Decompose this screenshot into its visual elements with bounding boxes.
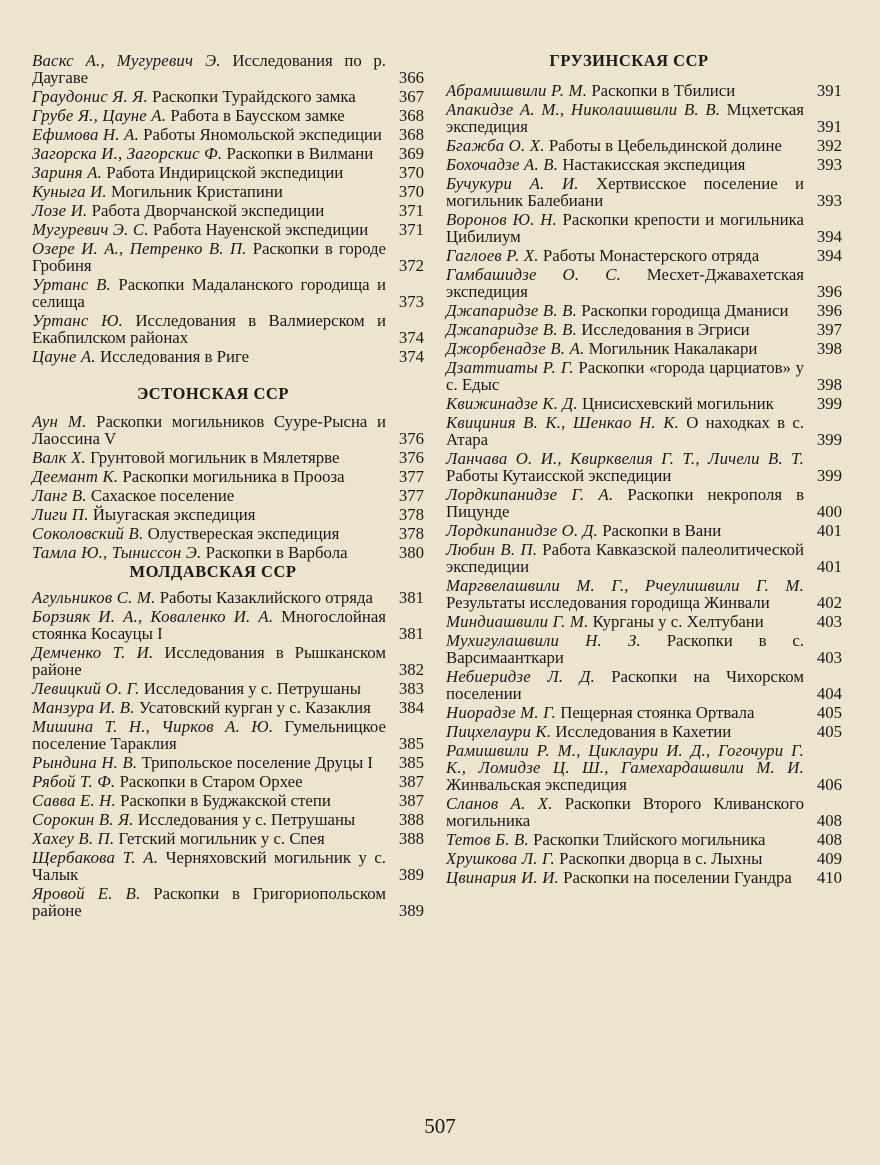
entry-page-number: 376: [398, 429, 424, 448]
entry-title: Результаты исследования городища Жинвали: [446, 593, 770, 612]
entry-page-number: 401: [816, 557, 842, 576]
entry-author: Соколовский В.: [32, 524, 144, 543]
entry-page-number: 373: [398, 292, 424, 311]
entry-page-number: 381: [398, 624, 424, 643]
index-entry: [32, 449, 424, 466]
index-entry: [32, 88, 424, 105]
entry-page-number: 393: [816, 155, 842, 174]
entry-title: Работа в Баусском замке: [170, 106, 345, 125]
entry-title: Усатовский курган у с. Казаклия: [138, 698, 371, 717]
entry-title: Работа Дворчанской экспедиции: [91, 201, 325, 220]
entry-title: Могильник Накалакари: [588, 339, 758, 358]
entry-title: Сахаское поселение: [90, 486, 235, 505]
entry-author: Уртанс В.: [32, 275, 111, 294]
entry-title: Работы в Цебельдинской долине: [548, 136, 782, 155]
entry-page-number: 383: [398, 679, 424, 698]
entry-title: Раскопки в Вилмани: [226, 144, 374, 163]
entry-page-number: 399: [816, 394, 842, 413]
index-entry: [32, 544, 424, 561]
entry-author: Ефимова Н. А.: [32, 125, 139, 144]
entry-title: Раскопки в с. Варсимаанткари: [446, 631, 804, 667]
entry-title: Настакисская экспедиция: [562, 155, 746, 174]
entry-title: О находках в с. Атара: [446, 413, 804, 449]
entry-author: Лиги П.: [32, 505, 89, 524]
index-entry: [446, 704, 842, 721]
index-entry: [446, 613, 842, 630]
entry-author: Хрушкова Л. Г.: [446, 849, 555, 868]
entry-title: Работа Индирицской экспедиции: [106, 163, 344, 182]
right-column: [446, 52, 842, 886]
entry-author: Демченко Т. И.: [32, 643, 154, 662]
entry-page-number: 403: [816, 648, 842, 667]
entry-title: Исследования в Эгриси: [581, 320, 750, 339]
entry-author: Загорска И., Загорскис Ф.: [32, 144, 223, 163]
entry-title: Работа Науенской экспедиции: [152, 220, 369, 239]
entry-title: Цнисисхевский могильник: [582, 394, 774, 413]
entry-author: Джапаридзе В. В.: [446, 301, 577, 320]
entry-page-number: 377: [398, 486, 424, 505]
index-entry: [32, 792, 424, 809]
entry-page-number: 368: [398, 125, 424, 144]
entry-author: Ланчава О. И., Квирквелия Г. Т., Личели В. Т.: [446, 449, 804, 468]
entry-author: Абрамишвили Р. М.: [446, 81, 588, 100]
index-entry: [32, 107, 424, 124]
index-entry: [446, 266, 842, 300]
entry-page-number: 389: [398, 901, 424, 920]
entry-title: Пещерная стоянка Ортвала: [560, 703, 755, 722]
index-entry: [446, 450, 842, 484]
entry-page-number: 391: [816, 117, 842, 136]
index-entry: [32, 644, 424, 678]
entry-author: Мугуревич Э. С.: [32, 220, 149, 239]
entry-title: Работы Яномольской экспедиции: [143, 125, 382, 144]
entry-author: Лозе И.: [32, 201, 88, 220]
entry-title: Исследования в Рышканском районе: [32, 643, 386, 679]
entry-page-number: 409: [816, 849, 842, 868]
index-entry: [446, 486, 842, 520]
entry-page-number: 393: [816, 191, 842, 210]
entry-author: Деемант К.: [32, 467, 119, 486]
entry-page-number: 370: [398, 182, 424, 201]
index-entry: [32, 240, 424, 274]
entry-title: Раскопки в городе Гробиня: [32, 239, 386, 275]
entry-author: Цвинария И. И.: [446, 868, 559, 887]
index-entry: [32, 885, 424, 919]
entry-author: Рындина Н. В.: [32, 753, 138, 772]
index-entry: [446, 395, 842, 412]
index-entry: [32, 811, 424, 828]
entry-page-number: 385: [398, 753, 424, 772]
entry-author: Валк Х.: [32, 448, 86, 467]
index-entry: [446, 137, 842, 154]
entry-author: Джорбенадзе В. А.: [446, 339, 585, 358]
entry-page-number: 408: [816, 830, 842, 849]
index-entry: [32, 589, 424, 606]
index-entry: [446, 211, 842, 245]
entry-author: Куныга И.: [32, 182, 107, 201]
entry-page-number: 384: [398, 698, 424, 717]
index-entry: [446, 522, 842, 539]
index-entry: [446, 632, 842, 666]
entry-page-number: 405: [816, 722, 842, 741]
entry-page-number: 392: [816, 136, 842, 155]
entry-title: Исследования по р. Даугаве: [32, 51, 386, 87]
entry-author: Лордкипанидзе О. Д.: [446, 521, 599, 540]
entry-title: Раскопки Мадаланского городища и селища: [32, 275, 386, 311]
entry-page-number: 374: [398, 347, 424, 366]
entry-title: Месхет-Джавахетская экспедиция: [446, 265, 804, 301]
index-entry: [32, 830, 424, 847]
entry-title: Раскопки дворца в с. Лыхны: [559, 849, 763, 868]
entry-page-number: 387: [398, 791, 424, 810]
entry-page-number: 371: [398, 201, 424, 220]
entry-author: Аун М.: [32, 412, 87, 431]
entry-author: Васкс А., Мугуревич Э.: [32, 51, 221, 70]
entry-title: Гумельницкое поселение Тараклия: [32, 717, 386, 753]
entry-title: Раскопки Тлийского могильника: [533, 830, 766, 849]
entry-author: Борзияк И. А., Коваленко И. А.: [32, 607, 274, 626]
entry-author: Квижинадзе К. Д.: [446, 394, 578, 413]
entry-title: Раскопки в Тбилиси: [591, 81, 736, 100]
entry-title: Раскопки городища Дманиси: [581, 301, 789, 320]
entry-title: Раскопки крепости и могильника Цибилиум: [446, 210, 804, 246]
entry-title: Жинвальская экспедиция: [446, 775, 627, 794]
index-entry: [446, 340, 842, 357]
section-heading: МОЛДАВСКАЯ ССР: [129, 562, 297, 581]
entry-author: Агульников С. М.: [32, 588, 156, 607]
entry-author: Щербакова Т. А.: [32, 848, 159, 867]
entry-title: Раскопки могильников Сууре-Рысна и Лаоссина V: [32, 412, 386, 448]
entry-author: Манзура И. В.: [32, 698, 135, 717]
entry-author: Хахеу В. П.: [32, 829, 115, 848]
index-entry: [446, 869, 842, 886]
index-entry: [446, 577, 842, 611]
entry-author: Джапаридзе В. В.: [446, 320, 577, 339]
entry-author: Любин В. П.: [446, 540, 538, 559]
entry-title: Исследования у с. Петрушаны: [137, 810, 356, 829]
entry-page-number: 396: [816, 282, 842, 301]
entry-author: Грубе Я., Цауне А.: [32, 106, 167, 125]
entry-page-number: 369: [398, 144, 424, 163]
index-entry: [32, 773, 424, 790]
entry-author: Уртанс Ю.: [32, 311, 124, 330]
entry-page-number: 394: [816, 227, 842, 246]
entry-page-number: 397: [816, 320, 842, 339]
index-entry: [32, 348, 424, 365]
entry-title: Раскопки в Варбола: [205, 543, 348, 562]
index-entry: [446, 175, 842, 209]
entry-page-number: 400: [816, 502, 842, 521]
index-entry: [446, 795, 842, 829]
entry-page-number: 402: [816, 593, 842, 612]
entry-author: Пицхелаури К.: [446, 722, 552, 741]
index-entry: [446, 850, 842, 867]
index-entry: [446, 156, 842, 173]
entry-title: Раскопки на поселении Гуандра: [563, 868, 792, 887]
entry-page-number: 399: [816, 466, 842, 485]
entry-page-number: 398: [816, 339, 842, 358]
entry-page-number: 380: [398, 543, 424, 562]
index-entry: [32, 468, 424, 485]
index-entry: [32, 312, 424, 346]
entry-title: Раскопки в Старом Орхее: [119, 772, 303, 791]
index-entry: [446, 541, 842, 575]
entry-page-number: 368: [398, 106, 424, 125]
entry-author: Сорокин В. Я.: [32, 810, 134, 829]
entry-page-number: 401: [816, 521, 842, 540]
entry-title: Раскопки на Чихорском поселении: [446, 667, 804, 703]
entry-title: Гетский могильник у с. Спея: [118, 829, 325, 848]
index-entry: [446, 668, 842, 702]
entry-page-number: 404: [816, 684, 842, 703]
entry-author: Яровой Е. В.: [32, 884, 141, 903]
entry-title: Раскопки «города царциатов» у с. Едыс: [446, 358, 804, 394]
index-entry: [446, 359, 842, 393]
entry-author: Маргвелашвили М. Г., Рчеулишвили Г. М.: [446, 576, 804, 595]
index-entry: [32, 487, 424, 504]
entry-title: Мцхетская экспедиция: [446, 100, 804, 136]
entry-author: Рамишвили Р. М., Циклаури И. Д., Гогочури Г. К., Ломидзе Ц. Ш., Гамехардашвили М. И.: [446, 741, 804, 777]
entry-title: Грунтовой могильник в Мялетярве: [90, 448, 340, 467]
entry-title: Черняховский могильник у с. Чалык: [32, 848, 386, 884]
entry-author: Цауне А.: [32, 347, 96, 366]
entry-title: Исследования в Валмиерском и Екабпилском районах: [32, 311, 386, 347]
index-entry: [32, 680, 424, 697]
entry-title: Курганы у с. Хелтубани: [592, 612, 764, 631]
entry-page-number: 366: [398, 68, 424, 87]
entry-title: Работы Казаклийского отряда: [159, 588, 373, 607]
index-entry: [32, 849, 424, 883]
entry-page-number: 387: [398, 772, 424, 791]
entry-author: Тетов Б. В.: [446, 830, 529, 849]
entry-page-number: 377: [398, 467, 424, 486]
entry-page-number: 378: [398, 524, 424, 543]
entry-title: Хертвисское поселение и могильник Балебиани: [446, 174, 805, 210]
entry-author: Воронов Ю. Н.: [446, 210, 557, 229]
index-entry: [32, 413, 424, 447]
entry-author: Мухигулашвили Н. З.: [446, 631, 641, 650]
entry-author: Ниорадзе М. Г.: [446, 703, 557, 722]
entry-page-number: 370: [398, 163, 424, 182]
entry-author: Небиеридзе Л. Д.: [446, 667, 595, 686]
entry-author: Сланов А. Х.: [446, 794, 553, 813]
entry-page-number: 372: [398, 256, 424, 275]
entry-title: Работы Кутаисской экспедиции: [446, 466, 672, 485]
entry-title: Работа Кавказской палеолитической экспедиции: [446, 540, 804, 576]
index-entry: [446, 321, 842, 338]
entry-page-number: 371: [398, 220, 424, 239]
entry-page-number: 406: [816, 775, 842, 794]
entry-page-number: 388: [398, 810, 424, 829]
entry-title: Исследования в Риге: [99, 347, 250, 366]
entry-title: Могильник Кристапини: [111, 182, 283, 201]
entry-page-number: 376: [398, 448, 424, 467]
entry-page-number: 408: [816, 811, 842, 830]
entry-author: Граудонис Я. Я.: [32, 87, 148, 106]
entry-author: Бгажба О. Х.: [446, 136, 545, 155]
index-entry: [32, 754, 424, 771]
index-entry: [446, 101, 842, 135]
index-entry: [32, 183, 424, 200]
entry-author: Бохочадзе А. В.: [446, 155, 559, 174]
entry-page-number: 367: [398, 87, 424, 106]
entry-title: Многослойная стоянка Косауцы I: [32, 607, 386, 643]
page-number: 507: [424, 1114, 456, 1138]
entry-page-number: 399: [816, 430, 842, 449]
index-entry: [32, 221, 424, 238]
entry-title: Раскопки в Григориопольском районе: [32, 884, 386, 920]
entry-author: Дзаттиаты Р. Г.: [446, 358, 574, 377]
entry-title: Раскопки Турайдского замка: [152, 87, 356, 106]
left-column: [32, 52, 424, 919]
entry-author: Левицкий О. Г.: [32, 679, 140, 698]
entry-title: Исследования в Кахетии: [555, 722, 732, 741]
entry-author: Ланг В.: [32, 486, 87, 505]
entry-title: Исследования у с. Петрушаны: [143, 679, 361, 698]
entry-author: Миндиашвили Г. М.: [446, 612, 589, 631]
entry-author: Тамла Ю., Тыниссон Э.: [32, 543, 202, 562]
entry-page-number: 374: [398, 328, 424, 347]
index-entry: [446, 302, 842, 319]
index-entry: [32, 718, 424, 752]
entry-author: Савва Е. Н.: [32, 791, 116, 810]
index-entry: [32, 699, 424, 716]
entry-title: Йыугаская экспедиция: [92, 505, 256, 524]
entry-page-number: 410: [816, 868, 842, 887]
entry-title: Раскопки могильника в Прооза: [122, 467, 345, 486]
entry-page-number: 389: [398, 865, 424, 884]
entry-title: Олуствереская экспедиция: [147, 524, 340, 543]
entry-page-number: 385: [398, 734, 424, 753]
section-heading: ГРУЗИНСКАЯ ССР: [549, 51, 709, 70]
index-entry: [32, 164, 424, 181]
section-heading: ЭСТОНСКАЯ ССР: [137, 384, 289, 403]
entry-author: Рябой Т. Ф.: [32, 772, 116, 791]
index-entry: [446, 414, 842, 448]
entry-title: Раскопки некрополя в Пицунде: [446, 485, 804, 521]
entry-author: Гамбашидзе О. С.: [446, 265, 621, 284]
entry-author: Мишина Т. Н., Чирков А. Ю.: [32, 717, 274, 736]
index-entry: [446, 247, 842, 264]
entry-author: Озере И. А., Петренко В. П.: [32, 239, 247, 258]
entry-title: Раскопки в Вани: [602, 521, 722, 540]
entry-page-number: 381: [398, 588, 424, 607]
entry-page-number: 405: [816, 703, 842, 722]
entry-title: Раскопки в Буджакской степи: [120, 791, 331, 810]
entry-author: Зариня А.: [32, 163, 103, 182]
index-entry: [32, 52, 424, 86]
index-entry: [32, 525, 424, 542]
index-entry: [446, 82, 842, 99]
entry-page-number: 396: [816, 301, 842, 320]
entry-author: Лордкипанидзе Г. А.: [446, 485, 614, 504]
entry-author: Апакидзе А. М., Николаишвили В. В.: [446, 100, 721, 119]
index-entry: [446, 723, 842, 740]
entry-page-number: 403: [816, 612, 842, 631]
index-entry: [32, 276, 424, 310]
entry-title: Трипольское поселение Друцы I: [141, 753, 374, 772]
entry-author: Бучукури А. И.: [446, 174, 579, 193]
entry-page-number: 388: [398, 829, 424, 848]
index-entry: [446, 742, 842, 793]
index-entry: [446, 831, 842, 848]
index-entry: [32, 608, 424, 642]
entry-page-number: 394: [816, 246, 842, 265]
index-entry: [32, 145, 424, 162]
entry-page-number: 391: [816, 81, 842, 100]
entry-page-number: 398: [816, 375, 842, 394]
entry-author: Квициния В. К., Шенкао Н. К.: [446, 413, 679, 432]
index-entry: [32, 126, 424, 143]
entry-author: Гаглоев Р. Х.: [446, 246, 539, 265]
index-entry: [32, 202, 424, 219]
index-entry: [32, 506, 424, 523]
entry-title: Раскопки Второго Кливанского могильника: [446, 794, 804, 830]
entry-title: Работы Монастерского отряда: [542, 246, 760, 265]
entry-page-number: 378: [398, 505, 424, 524]
entry-page-number: 382: [398, 660, 424, 679]
